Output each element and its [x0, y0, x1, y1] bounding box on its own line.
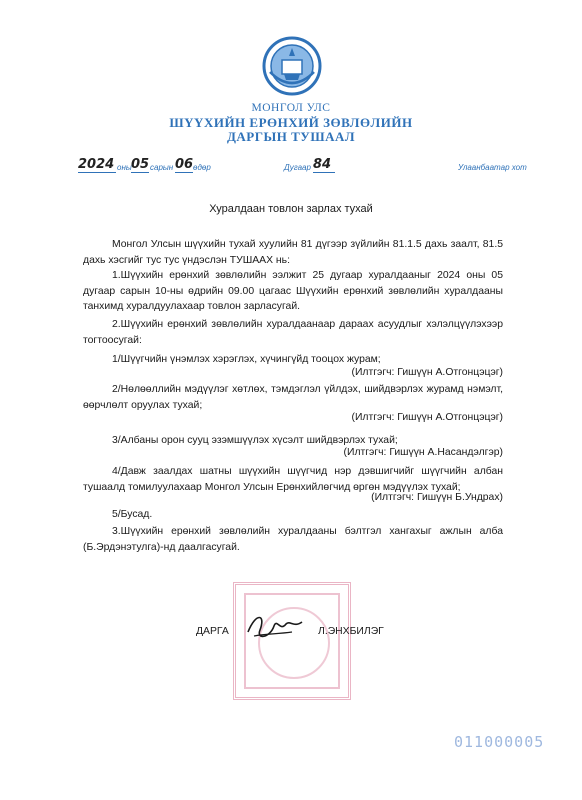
number-label: Дугаар: [284, 163, 311, 172]
date-year: 2024: [78, 157, 115, 172]
intro-paragraph: Монгол Улсын шүүхийн тухай хуулийн 81 дүгээр зүйлийн 81.1.5 дахь заалт, 81.5 дахь хэсгийг тус тус үндэслэн ТУШААХ нь:: [83, 239, 503, 266]
date-day-suffix: өдөр: [193, 163, 211, 172]
handwritten-signature: [244, 608, 306, 644]
date-month: 05: [131, 157, 150, 172]
state-emblem: [262, 36, 322, 96]
signatory-title: ДАРГА: [196, 626, 229, 637]
agenda-item-2-reporter: (Илтгэгч: Гишүүн А.Отгонцэцэг): [351, 412, 503, 423]
agenda-item-2: 2/Нөлөөллийн мэдүүлэг хөтлөх, тэмдэглэл үйлдэх, шийдвэрлэх журамд нэмэлт, өөрчлөлт оруулах тухай;: [83, 384, 503, 411]
agenda-item-1-reporter: (Илтгэгч: Гишүүн А.Отгонцэцэг): [351, 367, 503, 378]
city: Улаанбаатар хот: [458, 163, 527, 172]
signatory-name: Л.ЭНХБИЛЭГ: [318, 626, 384, 637]
agenda-item-3-reporter: (Илтгэгч: Гишүүн А.Насандэлгэр): [343, 447, 503, 458]
paragraph-1: 1.Шүүхийн ерөнхий зөвлөлийн ээлжит 25 дугаар хуралдааныг 2024 оны 05 дугаар сарын 10-ны өдрийн 09.00 цагаас Шүүхийн ерөнхий зөвлөлийн хуралдааны танхимд хуралдуулахаар товлон зарласугай.: [83, 270, 503, 312]
date-day: 06: [175, 157, 194, 172]
agenda-item-4: 4/Давж заалдах шатны шүүхийн шүүгчид нэр дэвшигчийг шүүгчийн албан тушаалд томилуулахаар Монгол Улсын Ерөнхийлөгчид өргөн мэдүүлэх тухай;: [83, 466, 503, 493]
header-council: ШҮҮХИЙН ЕРӨНХИЙ ЗӨВЛӨЛИЙН: [169, 115, 413, 130]
document-barcode-number: 011000005: [454, 733, 545, 751]
header-order: ДАРГЫН ТУШААЛ: [226, 129, 356, 144]
agenda-item-3: 3/Албаны орон сууц эзэмшүүлэх хүсэлт шийдвэрлэх тухай;: [112, 435, 398, 446]
agenda-item-5: 5/Бусад.: [112, 509, 153, 520]
date-year-suffix: оны: [117, 163, 132, 172]
paragraph-2: 2.Шүүхийн ерөнхий зөвлөлийн хуралдаанаар дараах асуудлыг хэлэлцүүлэхээр тогтоосугай:: [83, 319, 503, 346]
agenda-item-4-reporter: (Илтгэгч: Гишүүн Б.Ундрах): [371, 492, 503, 503]
header-country: МОНГОЛ УЛС: [251, 102, 331, 114]
agenda-item-1: 1/Шүүгчийн үнэмлэх хэрэглэх, хүчингүйд тооцох журам;: [112, 354, 381, 365]
document-title: Хуралдаан товлон зарлах тухай: [209, 203, 373, 215]
paragraph-3: 3.Шүүхийн ерөнхий зөвлөлийн хуралдааны бэлтгэл хангахыг ажлын алба (Б.Эрдэнэтулга)-нд даалгасугай.: [83, 526, 503, 553]
date-month-suffix: сарын: [150, 163, 174, 172]
order-number: 84: [313, 157, 335, 173]
